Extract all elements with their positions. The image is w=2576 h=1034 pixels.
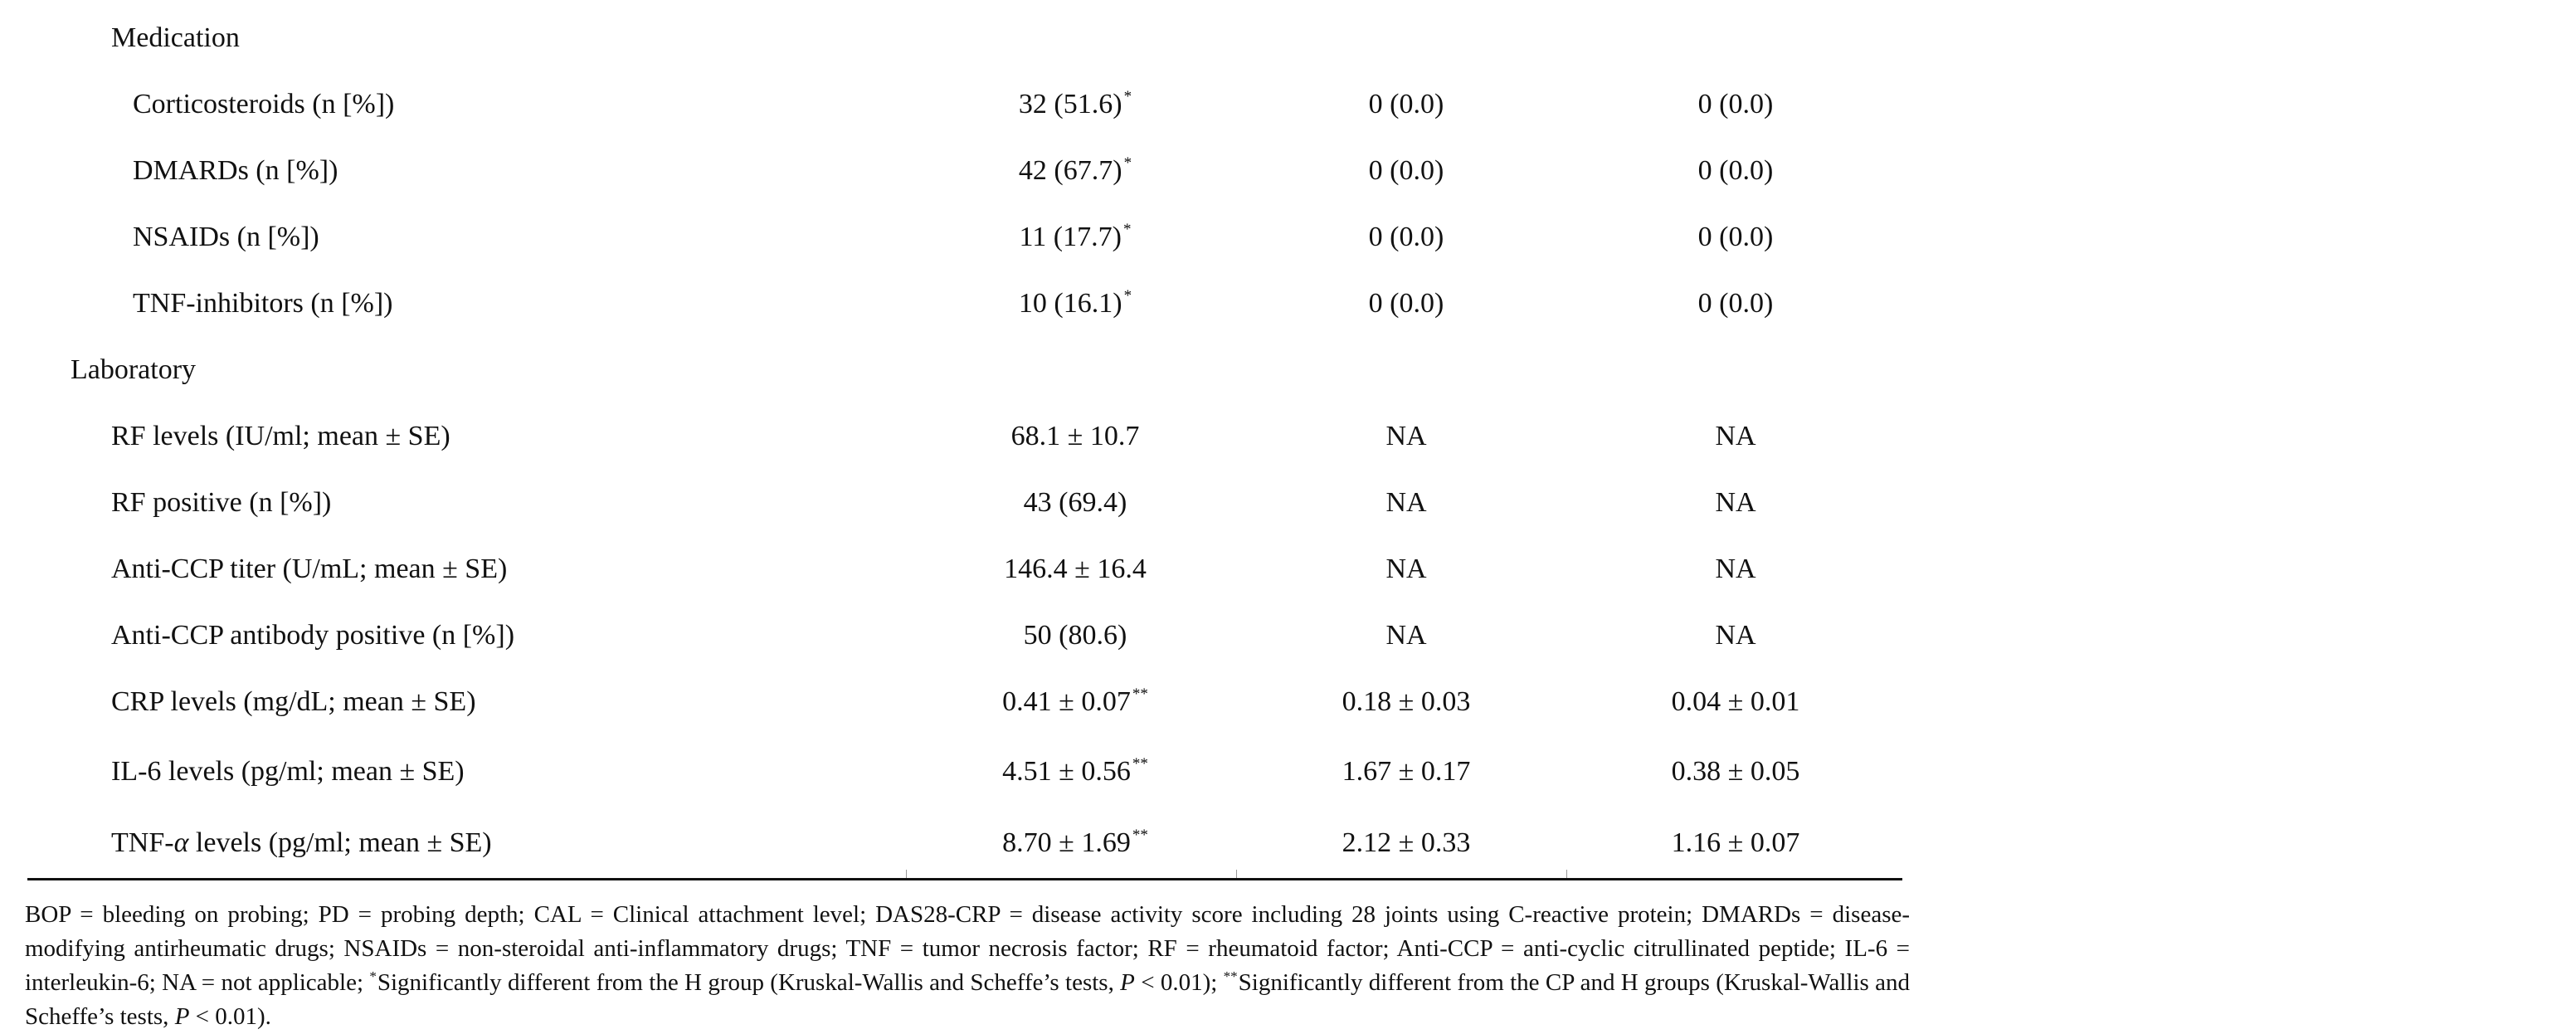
significance-mark: ** <box>1132 685 1148 703</box>
section-title: Medication <box>111 22 240 53</box>
ra-group-value: 0.41 ± 0.07 ** <box>1002 685 1148 717</box>
row-label: TNF-inhibitors (n [%]) <box>133 288 393 319</box>
row-label: Corticosteroids (n [%]) <box>133 89 395 119</box>
table-bottom-rule <box>27 878 1902 880</box>
table-row <box>0 739 1908 805</box>
h-group-value: 0 (0.0) <box>1697 155 1774 186</box>
column-divider-tick <box>1566 870 1567 878</box>
table-row <box>0 271 1908 337</box>
cp-group-value: 0 (0.0) <box>1368 288 1444 319</box>
cp-group-value: NA <box>1385 554 1427 584</box>
ra-group-value: 4.51 ± 0.56 ** <box>1002 755 1148 787</box>
row-label: Anti-CCP antibody positive (n [%]) <box>111 620 515 651</box>
table-row <box>0 536 1908 602</box>
h-group-value: 1.16 ± 0.07 <box>1671 827 1800 858</box>
significance-mark: * <box>1123 287 1132 305</box>
cp-group-value: 2.12 ± 0.33 <box>1342 827 1471 858</box>
ra-group-value: 50 (80.6) <box>1023 620 1127 651</box>
ra-group-value: 43 (69.4) <box>1023 487 1127 518</box>
h-group-value: 0 (0.0) <box>1697 89 1774 119</box>
h-group-value: NA <box>1715 554 1756 584</box>
significance-mark: ** <box>1132 827 1148 844</box>
ra-group-value: 32 (51.6) * <box>1018 88 1132 119</box>
ra-group-value: 8.70 ± 1.69 ** <box>1002 827 1148 858</box>
row-label: RF levels (IU/ml; mean ± SE) <box>111 421 450 451</box>
section-title: Laboratory <box>71 354 197 385</box>
table-row <box>0 810 1908 876</box>
ra-group-value: 146.4 ± 16.4 <box>1004 554 1147 584</box>
h-group-value: 0.04 ± 0.01 <box>1671 686 1800 717</box>
row-label: IL-6 levels (pg/ml; mean ± SE) <box>111 756 465 787</box>
cp-group-value: 1.67 ± 0.17 <box>1342 756 1471 787</box>
h-group-value: NA <box>1715 487 1756 518</box>
footnote-mark: * <box>369 968 377 984</box>
table-row <box>0 403 1908 470</box>
cp-group-value: NA <box>1385 620 1427 651</box>
row-label: DMARDs (n [%]) <box>133 155 338 186</box>
h-group-value: 0 (0.0) <box>1697 222 1774 252</box>
significance-mark: ** <box>1132 755 1148 773</box>
table-row <box>0 71 1908 138</box>
table-row <box>0 669 1908 735</box>
table-row <box>0 204 1908 271</box>
cp-group-value: 0 (0.0) <box>1368 155 1444 186</box>
row-label: CRP levels (mg/dL; mean ± SE) <box>111 686 476 717</box>
row-label: TNF-α levels (pg/ml; mean ± SE) <box>111 827 492 858</box>
cp-group-value: 0 (0.0) <box>1368 89 1444 119</box>
section-header-laboratory <box>0 337 1908 403</box>
cp-group-value: 0 (0.0) <box>1368 222 1444 252</box>
row-label: Anti-CCP titer (U/mL; mean ± SE) <box>111 554 508 584</box>
significance-mark: * <box>1123 88 1132 105</box>
h-group-value: NA <box>1715 421 1756 451</box>
table-footnote: BOP = bleeding on probing; PD = probing depth; CAL = Clinical attachment level; DAS28-CRP = disease activity score including 28 joints using C-reactive protein; DMARDs = disease-modifying antirheumatic drugs; NSAIDs = non-steroidal anti-inflammatory drugs; TNF = tumor necrosis factor; RF = rheumatoid factor; Anti-CCP = anti-cyclic citrullinated peptide; IL-6 = interleukin-6; NA = not applicable; *Significantly different from the H group (Kruskal-Wallis and Scheffe’s tests, P < 0.01); **Significantly different from the CP and H groups (Kruskal-Wallis and Scheffe’s tests, P < 0.01). <box>25 901 1911 1030</box>
table-row <box>0 138 1908 204</box>
row-label: RF positive (n [%]) <box>111 487 332 518</box>
cp-group-value: NA <box>1385 421 1427 451</box>
footnote-mark: ** <box>1223 968 1238 984</box>
cp-group-value: 0.18 ± 0.03 <box>1342 686 1471 717</box>
ra-group-value: 11 (17.7) * <box>1019 221 1132 252</box>
cp-group-value: NA <box>1385 487 1427 518</box>
h-group-value: 0 (0.0) <box>1697 288 1774 319</box>
ra-group-value: 68.1 ± 10.7 <box>1010 421 1140 451</box>
ra-group-value: 10 (16.1) * <box>1018 287 1132 319</box>
significance-mark: * <box>1122 221 1132 238</box>
table-row <box>0 470 1908 536</box>
h-group-value: NA <box>1715 620 1756 651</box>
section-header-medication <box>0 5 1908 71</box>
table-row <box>0 602 1908 669</box>
significance-mark: * <box>1123 154 1132 172</box>
h-group-value: 0.38 ± 0.05 <box>1671 756 1800 787</box>
ra-group-value: 42 (67.7) * <box>1018 154 1132 186</box>
row-label: NSAIDs (n [%]) <box>133 222 319 252</box>
column-divider-tick <box>906 870 907 878</box>
column-divider-tick <box>1236 870 1237 878</box>
